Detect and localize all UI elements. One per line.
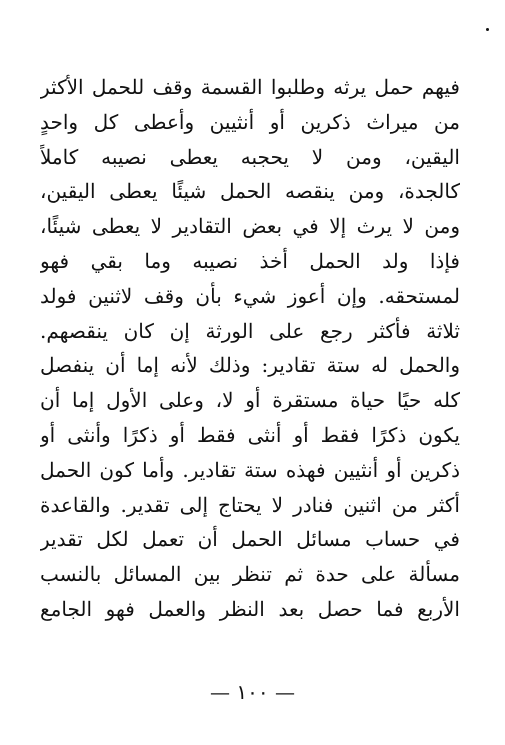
text-line-13: أكثر من اثنين فنادر لا يحتاج إلى تقدير. والقاعدة — [40, 492, 460, 517]
page-number: — ١٠٠ — — [210, 680, 295, 704]
corner-mark — [486, 28, 489, 31]
text-line-1: فيهم حمل يرثه وطلبوا القسمة وقف للحمل الأكثر — [40, 75, 460, 99]
text-line-4: كالجدة، ومن ينقصه الحمل شيئًا يعطى اليقين، — [40, 179, 460, 204]
main-text — [40, 70, 460, 627]
text-line-6: فإذا ولد الحمل أخذ نصيبه وما بقي فهو — [40, 248, 460, 273]
text-line-14: في حساب مسائل الحمل أن تعمل لكل تقدير — [40, 527, 460, 552]
text-line-3: اليقين، ومن لا يحجبه يعطى نصيبه كاملاً — [40, 144, 460, 169]
text-line-8: ثلاثة فأكثر رجع على الورثة إن كان ينقصهم. — [40, 318, 460, 343]
text-line-16: الأربع فما حصل بعد النظر والعمل فهو الجامع — [40, 596, 460, 621]
text-line-11: يكون ذكرًا فقط أو أنثى فقط أو ذكرًا وأنثى أو — [40, 422, 460, 447]
text-line-5: ومن لا يرث إلا في بعض التقادير لا يعطى شيئًا، — [40, 214, 460, 239]
text-line-7: لمستحقه. وإن أعوز شيء بأن وقف لاثنين فولد — [40, 283, 460, 308]
text-line-12: ذكرين أو أنثيين فهذه ستة تقادير. وأما كون الحمل — [40, 457, 460, 482]
text-line-2: من ميراث ذكرين أو أنثيين وأعطى كل واحدٍ — [40, 109, 460, 134]
text-line-10: كله حيًا حياة مستقرة أو لا، وعلى الأول إما أن — [40, 388, 460, 413]
text-line-9: والحمل له ستة تقادير: وذلك لأنه إما أن ينفصل — [40, 353, 460, 378]
text-line-15: مسألة على حدة ثم تنظر بين المسائل بالنسب — [40, 562, 460, 587]
